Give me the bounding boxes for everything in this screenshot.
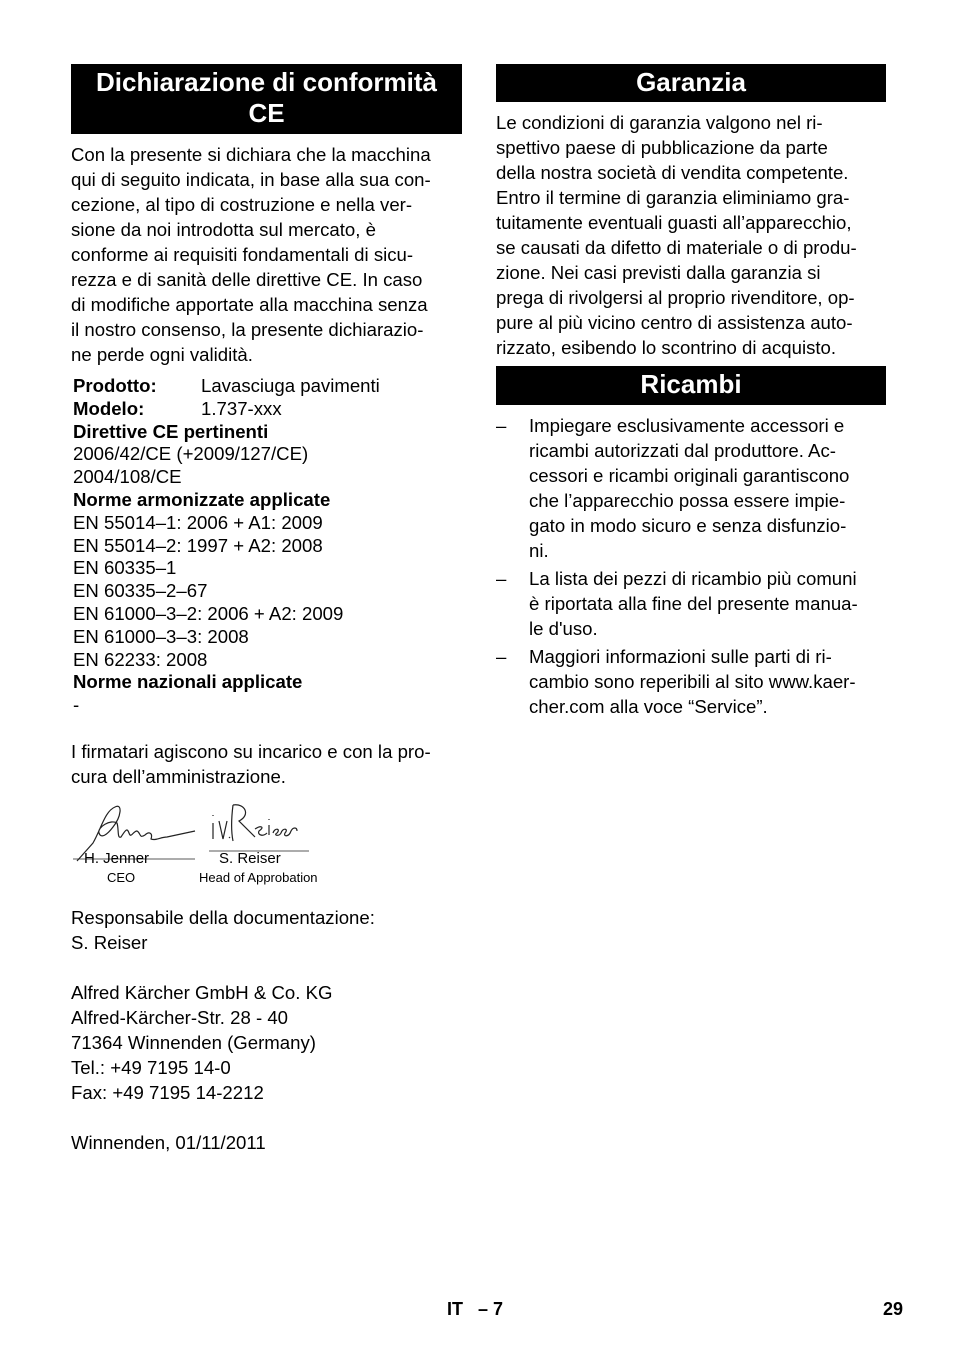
- warranty-column: [496, 64, 886, 722]
- warranty-text: Le condizioni di garanzia valgono nel ri- spettivo paese di pubblicazione da parte della nostra società di vendita competente. Entro il termine di garanzia eliminiamo gra- tuitamente eventuali guasti all’apparecchio, se causati da difetto di materiale o di produ- zione. Nei casi previsti dalla garanzia si prega di rivolgersi al proprio rivenditore, op- pure al più vicino centro di assistenza auto- rizzato, esibendo lo scontrino di acquisto.: [496, 112, 857, 358]
- list-item-text: Maggiori informazioni sulle parti di ri- cambio sono reperibili al sito www.kaer- cher.com alla voce “Service”.: [529, 646, 856, 717]
- company-address: Alfred Kärcher GmbH & Co. KG Alfred-Kärcher-Str. 28 - 40 71364 Winnenden (Germany) Tel.: +49 7195 14-0 Fax: +49 7195 14-2212: [71, 981, 333, 1103]
- list-item-text: Impiegare esclusivamente accessori e ricambi autorizzati dal produttore. Ac- cessori e ricambi originali garantiscono che l’apparecchio possa essere impie- gato in modo sicuro e senza disfunzio- ni.: [529, 415, 850, 561]
- footer-language-page: IT – 7: [447, 1299, 504, 1319]
- spare-parts-list: [496, 413, 886, 719]
- standard-item: EN 62233: 2008: [73, 648, 208, 670]
- model-value: 1.737-xxx: [201, 397, 282, 419]
- directives-label: Direttive CE pertinenti: [73, 420, 269, 442]
- standard-item: EN 61000–3–2: 2006 + A2: 2009: [73, 602, 344, 624]
- model-label: Modelo:: [73, 397, 145, 419]
- standard-item: EN 61000–3–3: 2008: [73, 625, 249, 647]
- directive-item: 2006/42/CE (+2009/127/CE): [73, 443, 309, 465]
- signer2-name: S. Reiser: [219, 849, 281, 867]
- standard-item: EN 60335–1: [73, 557, 177, 579]
- harmonised-standards-label: Norme armonizzate applicate: [73, 488, 331, 510]
- product-specs: [71, 375, 462, 717]
- bullet-dash: –: [496, 568, 507, 589]
- list-item-text: La lista dei pezzi di ricambio più comuni è riportata alla fine del presente manua- le d'uso.: [529, 568, 858, 639]
- national-standards-value: -: [73, 694, 80, 716]
- declaration-column: [71, 64, 462, 1155]
- signature-block: [71, 799, 462, 895]
- warranty-heading: Garanzia: [496, 64, 886, 102]
- declaration-intro: Con la presente si dichiara che la macchina qui di seguito indicata, in base alla sua con- cezione, al tipo di costruzione e nella ver- sione da noi introdotta sul mercato, è conforme ai requisiti fondamentali di sicu- rezza e di sanità delle direttive CE. In caso di modifiche apportate alla macchina senza il nostro consenso, la presente dichiarazio- ne perde ogni validità.: [71, 144, 431, 365]
- bullet-dash: –: [496, 646, 507, 667]
- product-label: Prodotto:: [73, 375, 157, 396]
- list-item: [496, 566, 886, 641]
- signer1-role: CEO: [107, 869, 136, 885]
- spare-parts-heading: Ricambi: [496, 366, 886, 405]
- standard-item: EN 55014–1: 2006 + A1: 2009: [73, 511, 323, 533]
- bullet-dash: –: [496, 415, 507, 436]
- responsible-block: [71, 905, 462, 955]
- product-row: [73, 375, 462, 398]
- list-item: [496, 413, 886, 563]
- footer-page-number: 29: [883, 1299, 904, 1319]
- model-row: [73, 398, 462, 421]
- directive-item: 2004/108/CE: [73, 466, 182, 488]
- responsible-label: Responsabile della documentazione:: [71, 906, 375, 928]
- place-date: Winnenden, 01/11/2011: [71, 1131, 266, 1153]
- standard-item: EN 60335–2–67: [73, 580, 208, 602]
- signatories-text: I firmatari agiscono su incarico e con la pro- cura dell’amministrazione.: [71, 740, 431, 787]
- national-standards-label: Norme nazionali applicate: [73, 671, 303, 693]
- responsible-name: S. Reiser: [71, 931, 148, 953]
- signer1-name: H. Jenner: [84, 849, 150, 867]
- list-item: [496, 644, 886, 719]
- signer2-role: Head of Approbation: [199, 869, 318, 885]
- product-value: Lavasciuga pavimenti: [201, 375, 380, 396]
- standard-item: EN 55014–2: 1997 + A2: 2008: [73, 534, 323, 556]
- declaration-heading: Dichiarazione di conformità CE: [71, 64, 462, 134]
